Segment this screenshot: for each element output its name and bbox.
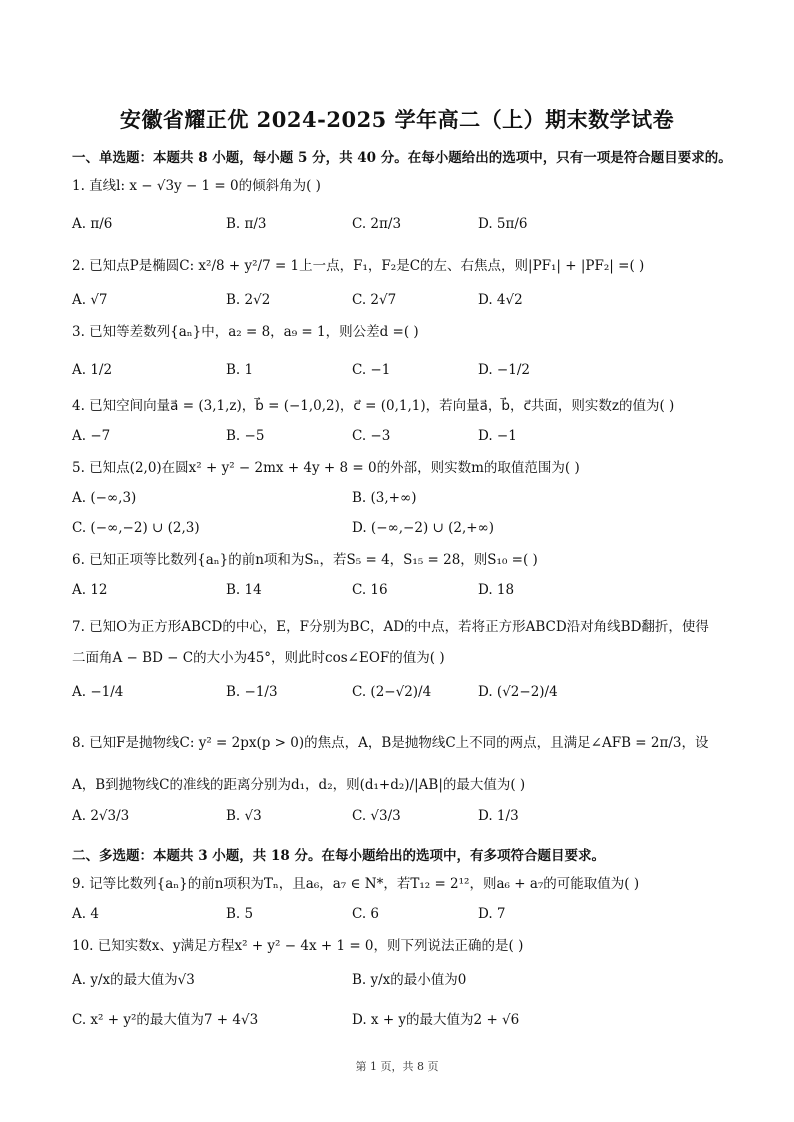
q10-option-a: A. y/x的最大值为√3 [72,972,195,988]
q2-option-b: B. 2√2 [226,292,271,308]
q9-option-b: B. 5 [226,906,254,922]
question-1: 1. 直线l: x − √3y − 1 = 0的倾斜角为( ) [72,178,321,194]
q2-option-d: D. 4√2 [478,292,523,308]
question-6: 6. 已知正项等比数列{aₙ}的前n项和为Sₙ，若S₅ = 4，S₁₅ = 28，则S₁₀ =( ) [72,552,538,568]
section-heading-multiple-choice: 二、多选题：本题共 3 小题，共 18 分。在每小题给出的选项中，有多项符合题目要求。 [72,848,605,864]
q1-option-d: D. 5π/6 [478,216,528,232]
page-footer: 第 1 页，共 8 页 [355,1060,439,1073]
q1-option-b: B. π/3 [226,216,267,232]
q7-option-c: C. (2−√2)/4 [352,684,432,700]
q6-option-c: C. 16 [352,582,388,598]
q3-option-b: B. 1 [226,362,254,378]
q1-option-a: A. π/6 [72,216,113,232]
q7-option-d: D. (√2−2)/4 [478,684,558,700]
q9-option-d: D. 7 [478,906,506,922]
q1-option-c: C. 2π/3 [352,216,402,232]
question-2: 2. 已知点P是椭圆C: x²/8 + y²/7 = 1上一点，F₁，F₂是C的左、右焦点，则|PF₁| + |PF₂| =( ) [72,258,645,274]
q10-option-d: D. x + y的最大值为2 + √6 [352,1012,520,1028]
q7-option-a: A. −1/4 [72,684,124,700]
q2-option-a: A. √7 [72,292,108,308]
question-5: 5. 已知点(2,0)在圆x² + y² − 2mx + 4y + 8 = 0的外部，则实数m的取值范围为( ) [72,460,580,476]
question-10: 10. 已知实数x、y满足方程x² + y² − 4x + 1 = 0，则下列说法正确的是( ) [72,938,524,954]
q4-option-c: C. −3 [352,428,391,444]
q5-option-d: D. (−∞,−2) ∪ (2,+∞) [352,520,495,536]
section-heading-single-choice: 一、单选题：本题共 8 小题，每小题 5 分，共 40 分。在每小题给出的选项中，只有一项是符合题目要求的。 [72,150,732,166]
q10-option-c: C. x² + y²的最大值为7 + 4√3 [72,1012,259,1028]
question-7: 7. 已知O为正方形ABCD的中心，E，F分别为BC，AD的中点，若将正方形ABCD沿对角线BD翻折，使得二面角A − BD − C的大小为45°，则此时cos∠EOF的值为( ) [72,619,709,666]
q4-option-d: D. −1 [478,428,517,444]
q9-option-c: C. 6 [352,906,380,922]
q8-option-b: B. √3 [226,808,262,824]
q9-option-a: A. 4 [72,906,99,922]
question-4: 4. 已知空间向量a⃗ = (3,1,z)，b⃗ = (−1,0,2)，c⃗ = (0,1,1)，若向量a⃗，b⃗，c⃗共面，则实数z的值为( ) [72,398,675,414]
question-3: 3. 已知等差数列{aₙ}中，a₂ = 8，a₉ = 1，则公差d =( ) [72,324,419,340]
q6-option-b: B. 14 [226,582,262,598]
question-9: 9. 记等比数列{aₙ}的前n项积为Tₙ，且a₆，a₇ ∈ N*，若T₁₂ = 2¹²，则a₆ + a₇的可能取值为( ) [72,876,640,892]
q5-option-a: A. (−∞,3) [72,490,137,506]
q4-option-a: A. −7 [72,428,111,444]
q5-option-c: C. (−∞,−2) ∪ (2,3) [72,520,200,536]
question-8: 8. 已知F是抛物线C: y² = 2px(p > 0)的焦点，A，B是抛物线C上不同的两点，且满足∠AFB = 2π/3，设A，B到抛物线C的准线的距离分别为d₁，d₂，则(d₁+d₂)/|AB|的最大值为( ) [72,735,709,793]
q8-option-c: C. √3/3 [352,808,401,824]
q3-option-a: A. 1/2 [72,362,113,378]
q5-option-b: B. (3,+∞) [352,490,417,506]
q8-option-d: D. 1/3 [478,808,519,824]
q7-option-b: B. −1/3 [226,684,278,700]
q2-option-c: C. 2√7 [352,292,397,308]
q6-option-d: D. 18 [478,582,515,598]
q3-option-d: D. −1/2 [478,362,530,378]
page-title: 安徽省耀正优 2024-2025 学年高二（上）期末数学试卷 [119,107,675,132]
q4-option-b: B. −5 [226,428,265,444]
q6-option-a: A. 12 [72,582,108,598]
q3-option-c: C. −1 [352,362,391,378]
q8-option-a: A. 2√3/3 [72,808,130,824]
q10-option-b: B. y/x的最小值为0 [352,972,467,988]
